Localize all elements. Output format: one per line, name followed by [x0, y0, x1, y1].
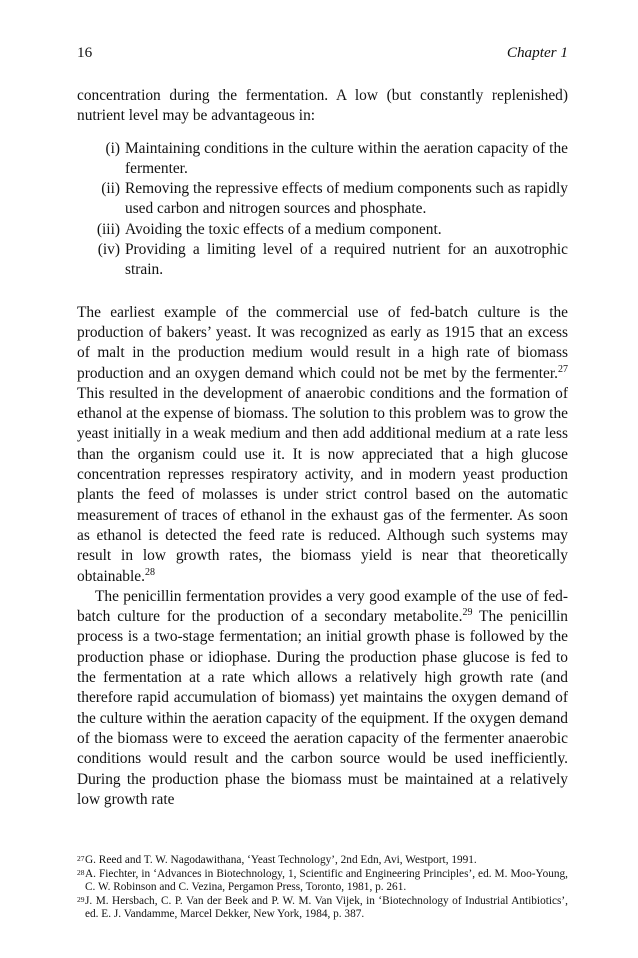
chapter-title: Chapter 1	[506, 44, 568, 61]
list-item-number: (iv)	[97, 241, 120, 259]
paragraph-text: The penicillin fermentation provides a very good example of the use of fed-batch culture for the production of a secondary metabolite.	[77, 587, 568, 626]
list-item	[77, 139, 568, 180]
list-item-number: (ii)	[101, 180, 120, 198]
citation-ref-28: 28	[144, 566, 155, 578]
footnote-mark: 27	[77, 854, 85, 863]
footnote	[77, 868, 568, 895]
footnote	[77, 895, 568, 922]
paragraph-text: This resulted in the development of anaerobic conditions and the formation of ethanol at the expense of biomass. The solution to this problem was to grow the yeast initially in a weak medium and then add additional medium at a rate less than the organism could use it. It is now appreciated that a high glucose concentration represses respiratory activity, and in modern yeast production plants the feed of molasses is under strict control based on the automatic measurement of traces of ethanol in the exhaust gas of the fermenter. As soon as ethanol is detected the feed rate is reduced. Although such systems may result in low growth rates, the biomass yield is near that theoretically obtainable.	[77, 384, 568, 585]
penicillin-paragraph	[77, 587, 568, 810]
footnote-mark: 28	[77, 867, 85, 877]
page-number: 16	[77, 44, 93, 61]
list-item-text: Removing the repressive effects of medium components such as rapidly used carbon and nitrogen sources and phosphate.	[125, 180, 568, 218]
intro-paragraph: concentration during the fermentation. A low (but constantly replenished) nutrient level may be advantageous in:	[77, 87, 568, 125]
citation-ref-29: 29	[462, 607, 473, 619]
body-text	[77, 86, 568, 810]
list-item-number: (i)	[105, 139, 120, 157]
footnote	[77, 854, 568, 868]
bakers-yeast-paragraph	[77, 303, 568, 587]
footnote-text: J. M. Hersbach, C. P. Van der Beek and P. W. M. Van Vijek, in ‘Biotechnology of Industrial Antibiotics’, ed. E. J. Vandamme, Marcel Dekker, New York, 1984, p. 387.	[85, 894, 568, 921]
footnote-text: A. Fiechter, in ‘Advances in Biotechnology, 1, Scientific and Engineering Principles’, ed. M. Moo-Young, C. W. Robinson and C. Vezina, Pergamon Press, Toronto, 1981, p. 261.	[85, 867, 568, 894]
list-item	[77, 220, 568, 240]
citation-ref-27: 27	[558, 363, 568, 375]
advantages-list	[77, 139, 568, 281]
list-item-text: Avoiding the toxic effects of a medium component.	[125, 220, 442, 238]
list-item-text: Maintaining conditions in the culture within the aeration capacity of the fermenter.	[125, 139, 568, 177]
paragraph-text: The earliest example of the commercial use of fed-batch culture is the production of bakers’ yeast. It was recognized as early as 1915 that an excess of malt in the production medium would result in a high rate of biomass production and an oxygen demand which could not be met by the fermenter.	[77, 303, 568, 382]
list-item-number: (iii)	[96, 220, 120, 238]
list-item-text: Providing a limiting level of a required nutrient for an auxotrophic strain.	[125, 241, 568, 279]
footnotes	[77, 854, 568, 922]
running-header	[77, 44, 568, 64]
list-item	[77, 179, 568, 220]
footnote-mark: 29	[77, 894, 85, 904]
footnote-text: G. Reed and T. W. Nagodawithana, ‘Yeast Technology’, 2nd Edn, Avi, Westport, 1991.	[85, 854, 477, 866]
list-item	[77, 240, 568, 281]
paragraph-text: The penicillin process is a two-stage fermentation; an initial growth phase is followed by the production phase or idiophase. During the production phase glucose is fed to the fermentation at a rate which allows a relatively high growth rate (and therefore rapid accumulation of biomass) yet maintains the oxygen demand of the culture within the aeration capacity of the equipment. If the oxygen demand of the biomass were to exceed the aeration capacity of the fermenter anaerobic conditions would result and the carbon source would be used inefficiently. During the production phase the biomass must be maintained at a relatively low growth rate	[77, 608, 568, 808]
